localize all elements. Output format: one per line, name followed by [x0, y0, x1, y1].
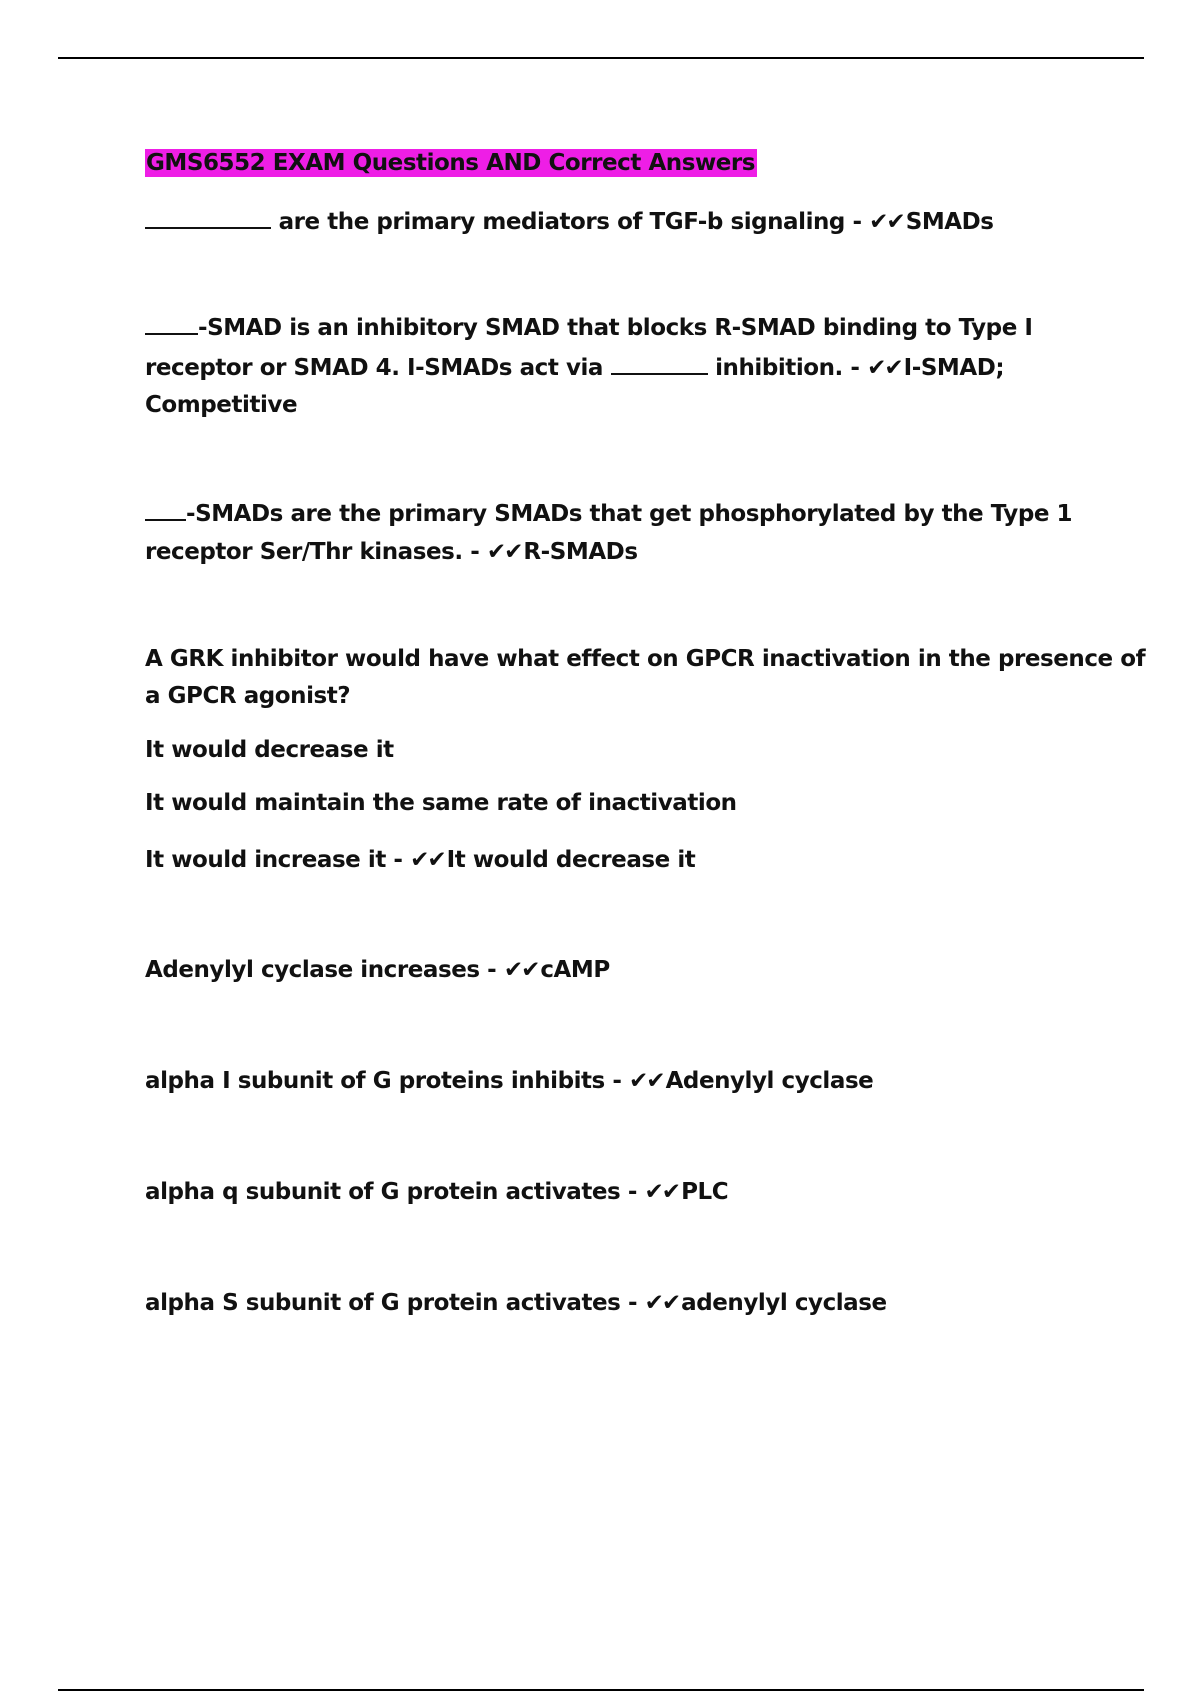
option-text: It would maintain the same rate of inactivation: [145, 790, 737, 816]
question-text: -SMADs are the primary SMADs that get phosphorylated by the Type 1: [186, 501, 1073, 527]
question-text: inhibition.: [715, 355, 843, 381]
footer-rule: [58, 1689, 1144, 1691]
document-title-line: [145, 148, 757, 178]
qa-item-4-option-3: [145, 845, 695, 875]
answer-text: It would decrease it: [446, 847, 696, 873]
separator: -: [604, 1068, 630, 1094]
question-text: a GPCR agonist?: [145, 683, 351, 709]
qa-item-2-line-1: [145, 311, 1033, 343]
question-text: -SMAD is an inhibitory SMAD that blocks R-SMAD binding to Type I: [198, 315, 1033, 341]
answer-text: adenylyl cyclase: [681, 1290, 887, 1316]
header-rule: [58, 57, 1144, 59]
qa-item-4-line-1: [145, 644, 1145, 674]
document-title: GMS6552 EXAM Questions AND Correct Answers: [146, 150, 756, 176]
separator: -: [385, 847, 411, 873]
answer-text: R-SMADs: [523, 539, 638, 565]
answer-text: SMADs: [905, 209, 994, 235]
qa-item-3-line-1: [145, 497, 1072, 529]
qa-item-4-option-2: [145, 788, 737, 818]
question-text: are the primary mediators of TGF-b signaling: [278, 209, 845, 235]
separator: -: [479, 957, 504, 983]
check-mark-icon: ✔✔: [410, 847, 445, 873]
separator: -: [844, 209, 870, 235]
qa-item-3-line-2: [145, 537, 638, 567]
answer-text: I-SMAD;: [903, 355, 1005, 381]
check-mark-icon: ✔✔: [644, 1290, 680, 1316]
check-mark-icon: ✔✔: [644, 1179, 680, 1205]
option-text: It would increase it: [145, 847, 386, 873]
question-text: Adenylyl cyclase increases: [145, 957, 480, 983]
check-mark-icon: ✔✔: [503, 957, 539, 983]
separator: -: [842, 355, 868, 381]
check-mark-icon: ✔✔: [486, 539, 522, 565]
check-mark-icon: ✔✔: [629, 1068, 664, 1094]
question-text: receptor or SMAD 4. I-SMADs act via: [145, 355, 603, 381]
check-mark-icon: ✔✔: [867, 355, 902, 381]
qa-item-8: [145, 1288, 887, 1318]
check-mark-icon: ✔✔: [869, 209, 904, 235]
option-text: It would decrease it: [145, 737, 394, 763]
answer-text: cAMP: [540, 957, 610, 983]
separator: -: [462, 539, 487, 565]
answer-text: PLC: [681, 1179, 729, 1205]
qa-item-6: [145, 1066, 873, 1096]
question-text: receptor Ser/Thr kinases.: [145, 539, 463, 565]
separator: -: [620, 1290, 645, 1316]
fill-in-blank: [611, 351, 708, 375]
question-text: alpha I subunit of G proteins inhibits: [145, 1068, 605, 1094]
question-text: A GRK inhibitor would have what effect on GPCR inactivation in the presence of: [145, 646, 1146, 672]
qa-item-4-line-2: [145, 681, 350, 711]
qa-item-1: [145, 205, 994, 237]
qa-item-4-option-1: [145, 735, 394, 765]
separator: -: [620, 1179, 645, 1205]
answer-text: Competitive: [145, 392, 298, 418]
qa-item-2-line-2: [145, 351, 1004, 383]
qa-item-7: [145, 1177, 728, 1207]
question-text: alpha q subunit of G protein activates: [145, 1179, 621, 1205]
qa-item-2-line-3: [145, 390, 297, 420]
question-text: alpha S subunit of G protein activates: [145, 1290, 621, 1316]
fill-in-blank: [145, 497, 186, 521]
fill-in-blank: [145, 311, 198, 335]
answer-text: Adenylyl cyclase: [665, 1068, 874, 1094]
qa-item-5: [145, 955, 610, 985]
fill-in-blank: [145, 205, 271, 229]
